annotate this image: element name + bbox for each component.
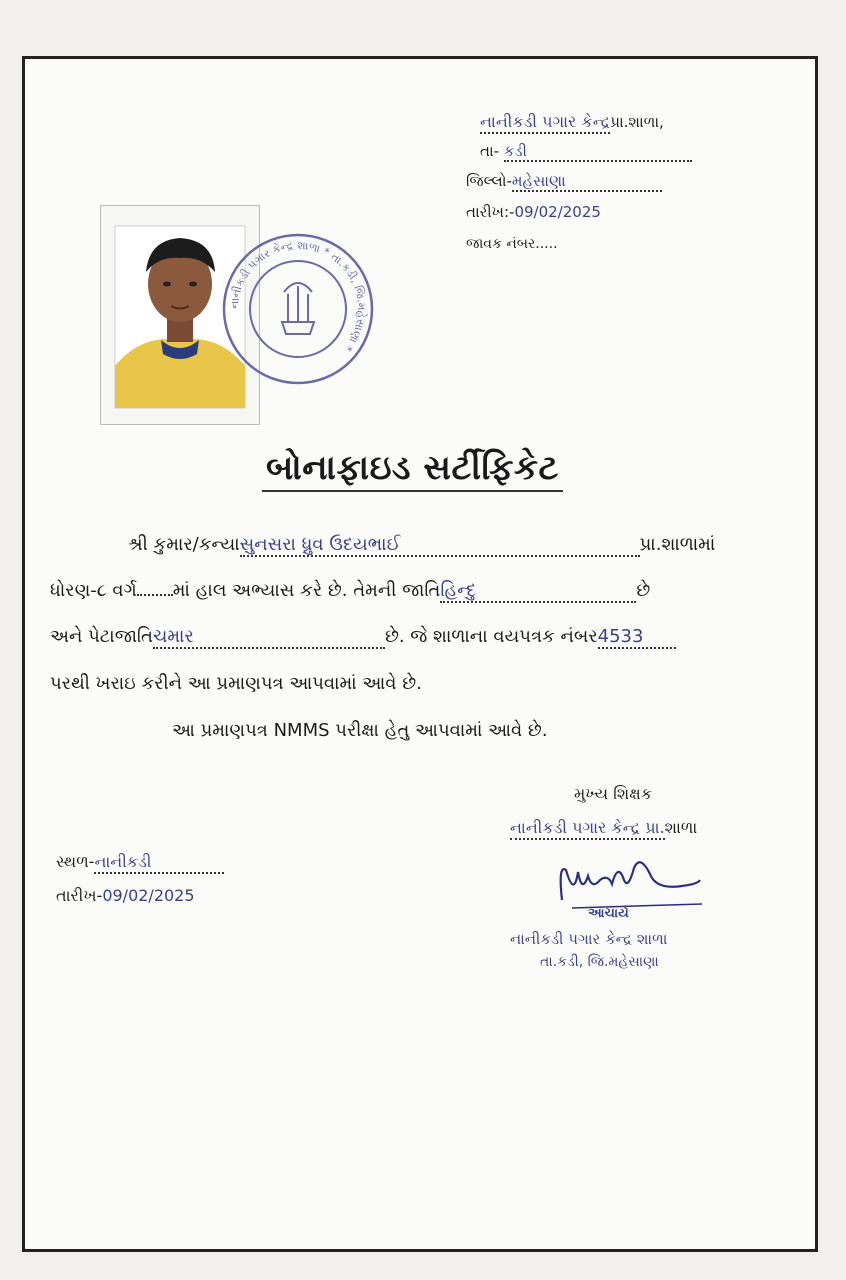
- school-name-handwritten: નાનીકડી પગાર કેન્દ્ર: [480, 112, 610, 134]
- l1-suffix: પ્રા.શાળામાં: [639, 534, 716, 555]
- header-taluka-line: [480, 142, 692, 162]
- footer-date-line: [56, 886, 195, 906]
- emblem-stamp-icon: [222, 230, 374, 388]
- signatory-stamp-role: આચાર્ય: [588, 906, 629, 921]
- footer-date-label: તારીખ-: [56, 886, 103, 905]
- taluka-value: કડી: [504, 142, 692, 162]
- body-line-3: [50, 626, 676, 649]
- date-value: 09/02/2025: [514, 203, 601, 221]
- school-round-stamp: [222, 230, 374, 388]
- place-label: સ્થળ-: [56, 852, 95, 871]
- l3-mid: છે. જે શાળાના વયપત્રક નંબર: [384, 626, 598, 647]
- header-school-line: [480, 112, 664, 134]
- district-value: મહેસાણા: [512, 172, 662, 192]
- body-line-1: [128, 534, 715, 557]
- school-suffix: પ્રા.શાળા,: [610, 113, 664, 131]
- footer-date-value: 09/02/2025: [102, 886, 195, 905]
- signatory-school-handwritten: નાનીકડી પગાર કેન્દ્ર પ્રા.: [510, 818, 665, 840]
- l2-mid: માં હાલ અભ્યાસ કરે છે. તેમની જાતિ: [172, 580, 441, 601]
- signatory-stamp-line-1: નાનીકડી પગાર કેન્દ્ર શાળા: [510, 930, 668, 948]
- signatory-school: [510, 818, 697, 840]
- l2-prefix: ધોરણ-૮ વર્ગ: [50, 580, 137, 601]
- signature-scribble-icon: [552, 850, 712, 920]
- header-district-line: [466, 172, 662, 192]
- date-label: તારીખ:-: [466, 203, 515, 221]
- taluka-label: તા-: [480, 142, 500, 160]
- body-line-5: આ પ્રમાણપત્ર NMMS પરીક્ષા હેતુ આપવામાં આવે છે.: [172, 720, 548, 741]
- principal-signature: [552, 850, 712, 924]
- signatory-school-suffix: શાળા: [664, 818, 698, 837]
- signatory-role: મુખ્ય શિક્ષક: [574, 784, 653, 803]
- subcaste: ચમાર: [153, 626, 385, 649]
- student-name: સુનસરા ધ્રુવ ઉદયભાઈ: [240, 534, 640, 557]
- division-blank: [137, 594, 173, 596]
- place-value: નાનીકડી: [94, 852, 224, 874]
- district-label: જિલ્લો-: [466, 172, 512, 190]
- body-line-2: [50, 580, 650, 603]
- l1-prefix: શ્રી કુમાર/કન્યા: [128, 534, 240, 555]
- place-line: [56, 852, 224, 874]
- stamp-ring-text: નાનીકડી પગાર કેન્દ્ર શાળા * તા.કડી, જિ.મહેસાણા *: [227, 238, 369, 355]
- caste: હિન્દુ: [440, 580, 636, 603]
- certificate-title: બોનાફાઇડ સર્ટીફિકેટ: [262, 448, 563, 492]
- signatory-stamp-line-2: તા.કડી, જિ.મહેસાણા: [540, 954, 659, 970]
- register-number: 4533: [598, 626, 676, 649]
- header-date-line: [466, 203, 601, 221]
- body-line-4: પરથી ખરાઇ કરીને આ પ્રમાણપત્ર આપવામાં આવે છે.: [50, 673, 422, 694]
- outward-number: જાવક નંબર.....: [466, 236, 558, 252]
- l3-prefix: અને પેટાજાતિ: [50, 626, 153, 647]
- l2-suffix: છે: [636, 580, 651, 601]
